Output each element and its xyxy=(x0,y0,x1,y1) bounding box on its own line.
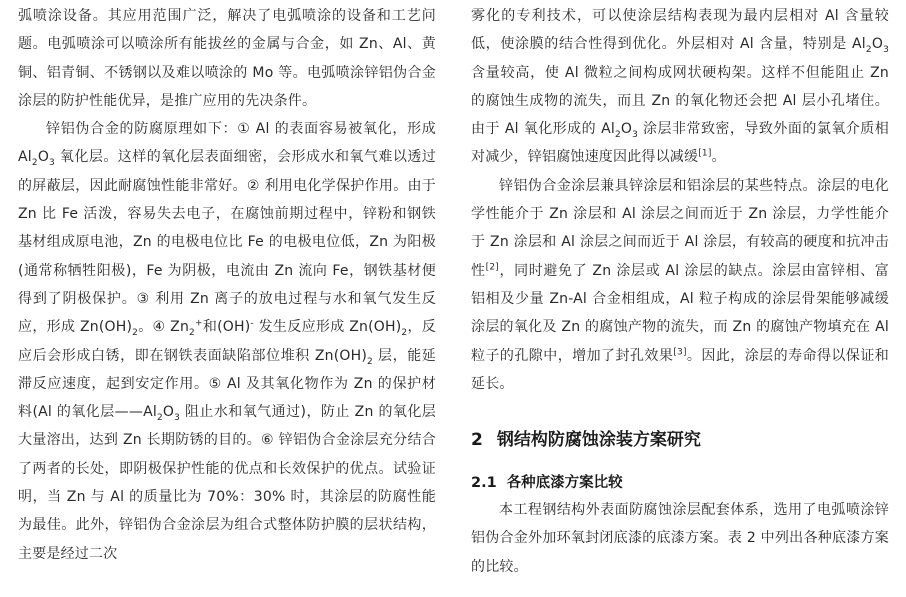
superscript: + xyxy=(194,318,203,329)
subsection-title: 各种底漆方案比较 xyxy=(506,475,623,492)
subscript: 2 xyxy=(865,45,872,56)
text-run: O xyxy=(620,121,633,138)
subscript: 2 xyxy=(189,328,195,339)
section-heading xyxy=(471,424,889,456)
text-run: 锌铝伪合金的防腐原理如下：① Al 的表面容易被氧化，形成 Al xyxy=(18,121,436,166)
text-run: ，反应后会形成白锈，即在钢铁表面缺陷部位堆积 Zn(OH) xyxy=(18,319,436,364)
subsection-heading xyxy=(471,470,889,496)
superscript: - xyxy=(250,318,254,329)
text-run: 锌铝伪合金涂层兼具锌涂层和铝涂层的某些特点。涂层的电化学性能介于 Zn 涂层和 Al 涂层之间而近于 Zn 涂层，力学性能介于 Zn 涂层和 Al 涂层之间而近于 Al 涂层，有较高的硬度和抗冲击性 xyxy=(471,177,889,279)
text-run: O xyxy=(871,36,884,53)
text-run: 。 xyxy=(711,149,726,166)
subscript: 2 xyxy=(132,328,139,339)
text-run: 雾化的专利技术，可以使涂层结构表现为最内层相对 Al 含量较低，使涂膜的结合性得到优化。外层相对 Al 含量，特别是 Al xyxy=(471,8,889,53)
section-number: 2 xyxy=(471,430,483,451)
subscript: 2 xyxy=(156,412,163,423)
paragraph-text: 弧喷涂设备。其应用范围广泛，解决了电弧喷涂的设备和工艺问题。电弧喷涂可以喷涂所有能拔丝的金属与合金，如 Zn、Al、黄铜、铝青铜、不锈钢以及难以喷涂的 Mo 等。电弧喷涂锌铝伪合金涂层的防护性能优异，是推广应用的先决条件。 xyxy=(18,8,436,109)
paragraph-text: 本工程钢结构外表面防腐蚀涂层配套体系，选用了电弧喷涂锌铝伪合金外加环氧封闭底漆的底漆方案。表 2 中列出各种底漆方案的比较。 xyxy=(471,502,889,575)
citation-ref: [2] xyxy=(485,262,500,273)
text-run: 发生反应形成 Zn(OH) xyxy=(253,319,402,336)
text-run: 涂层非常致密，导致外面的氯氧介质相对减少，锌铝腐蚀速度因此得以减缓 xyxy=(471,121,889,166)
text-run: ，同时避免了 Zn 涂层或 Al 涂层的缺点。涂层由富锌相、富铝相及少量 Zn-Al 合金相组成，Al 粒子构成的涂层骨架能够减缓涂层的氧化及 Zn 的腐蚀产物的流失，而 Zn 的腐蚀产物填充在 Al 粒子的孔隙中，增加了封孔效果 xyxy=(471,262,889,364)
subscript: 3 xyxy=(883,45,889,56)
text-run: 层，能延滞反应速度，起到安定作用。⑤ Al 及其氧化物作为 Zn 的保护材料(Al 的氧化层——Al xyxy=(18,347,436,421)
text-run: 氧化层。这样的氧化层表面细密，会形成水和氧气难以透过的屏蔽层，因此耐腐蚀性能非常好。② 利用电化学保护作用。由于 Zn 比 Fe 活泼，容易失去电子，在腐蚀前期过程中，锌粉和钢铁基材组成原电池，Zn 的电极电位比 Fe 的电极电位低，Zn 为阳极(通常称牺牲阳极)，Fe 为阴极，电流由 Zn 流向 Fe，钢铁基材便得到了阴极保护。③ 利用 Zn 离子的放电过程与水和氧气发生反应，形成 Zn(OH) xyxy=(18,149,436,336)
left-column xyxy=(18,2,436,568)
paragraph-primer-scheme xyxy=(471,496,889,581)
paragraph-zn-al-principle xyxy=(18,115,436,568)
section-title: 钢结构防腐蚀涂装方案研究 xyxy=(496,430,701,451)
subscript: 2 xyxy=(401,328,408,339)
paragraph-coating-features xyxy=(471,172,889,398)
subscript: 3 xyxy=(632,129,639,140)
text-run: O xyxy=(162,404,175,421)
paragraph-continuation xyxy=(471,2,889,172)
subscript: 3 xyxy=(174,412,181,423)
subscript: 2 xyxy=(31,158,38,169)
subscript: 3 xyxy=(49,158,55,169)
right-column xyxy=(471,2,889,581)
text-run: 。因此，涂层的寿命得以保证和延长。 xyxy=(471,347,889,392)
text-run: O xyxy=(37,149,50,166)
subsection-number: 2.1 xyxy=(471,475,497,492)
subscript: 2 xyxy=(614,129,621,140)
citation-ref: [3] xyxy=(673,346,687,357)
paragraph-continuation xyxy=(18,2,436,115)
text-run: 和(OH) xyxy=(202,319,251,336)
text-run: 。④ Zn xyxy=(138,319,190,336)
citation-ref: [1] xyxy=(698,148,712,159)
text-run: 含量较高，使 Al 微粒之间构成网状硬构架。这样不但能阻止 Zn 的腐蚀生成物的流失，而且 Zn 的氧化物还会把 Al 层小孔堵住。由于 Al 氧化形成的 Al xyxy=(471,64,889,138)
subscript: 2 xyxy=(367,356,373,367)
text-run: 阻止水和氧气通过)，防止 Zn 的氧化层大量溶出，达到 Zn 长期防锈的目的。⑥ 锌铝伪合金涂层充分结合了两者的长处，即阴极保护性能的优点和长效保护的优点。试验证明，当 Zn 与 Al 的质量比为 70%：30% 时，其涂层的防腐性能为最佳。此外，锌铝伪合金涂层为组合式整体防护膜的层状结构，主要是经过二次 xyxy=(18,404,436,562)
